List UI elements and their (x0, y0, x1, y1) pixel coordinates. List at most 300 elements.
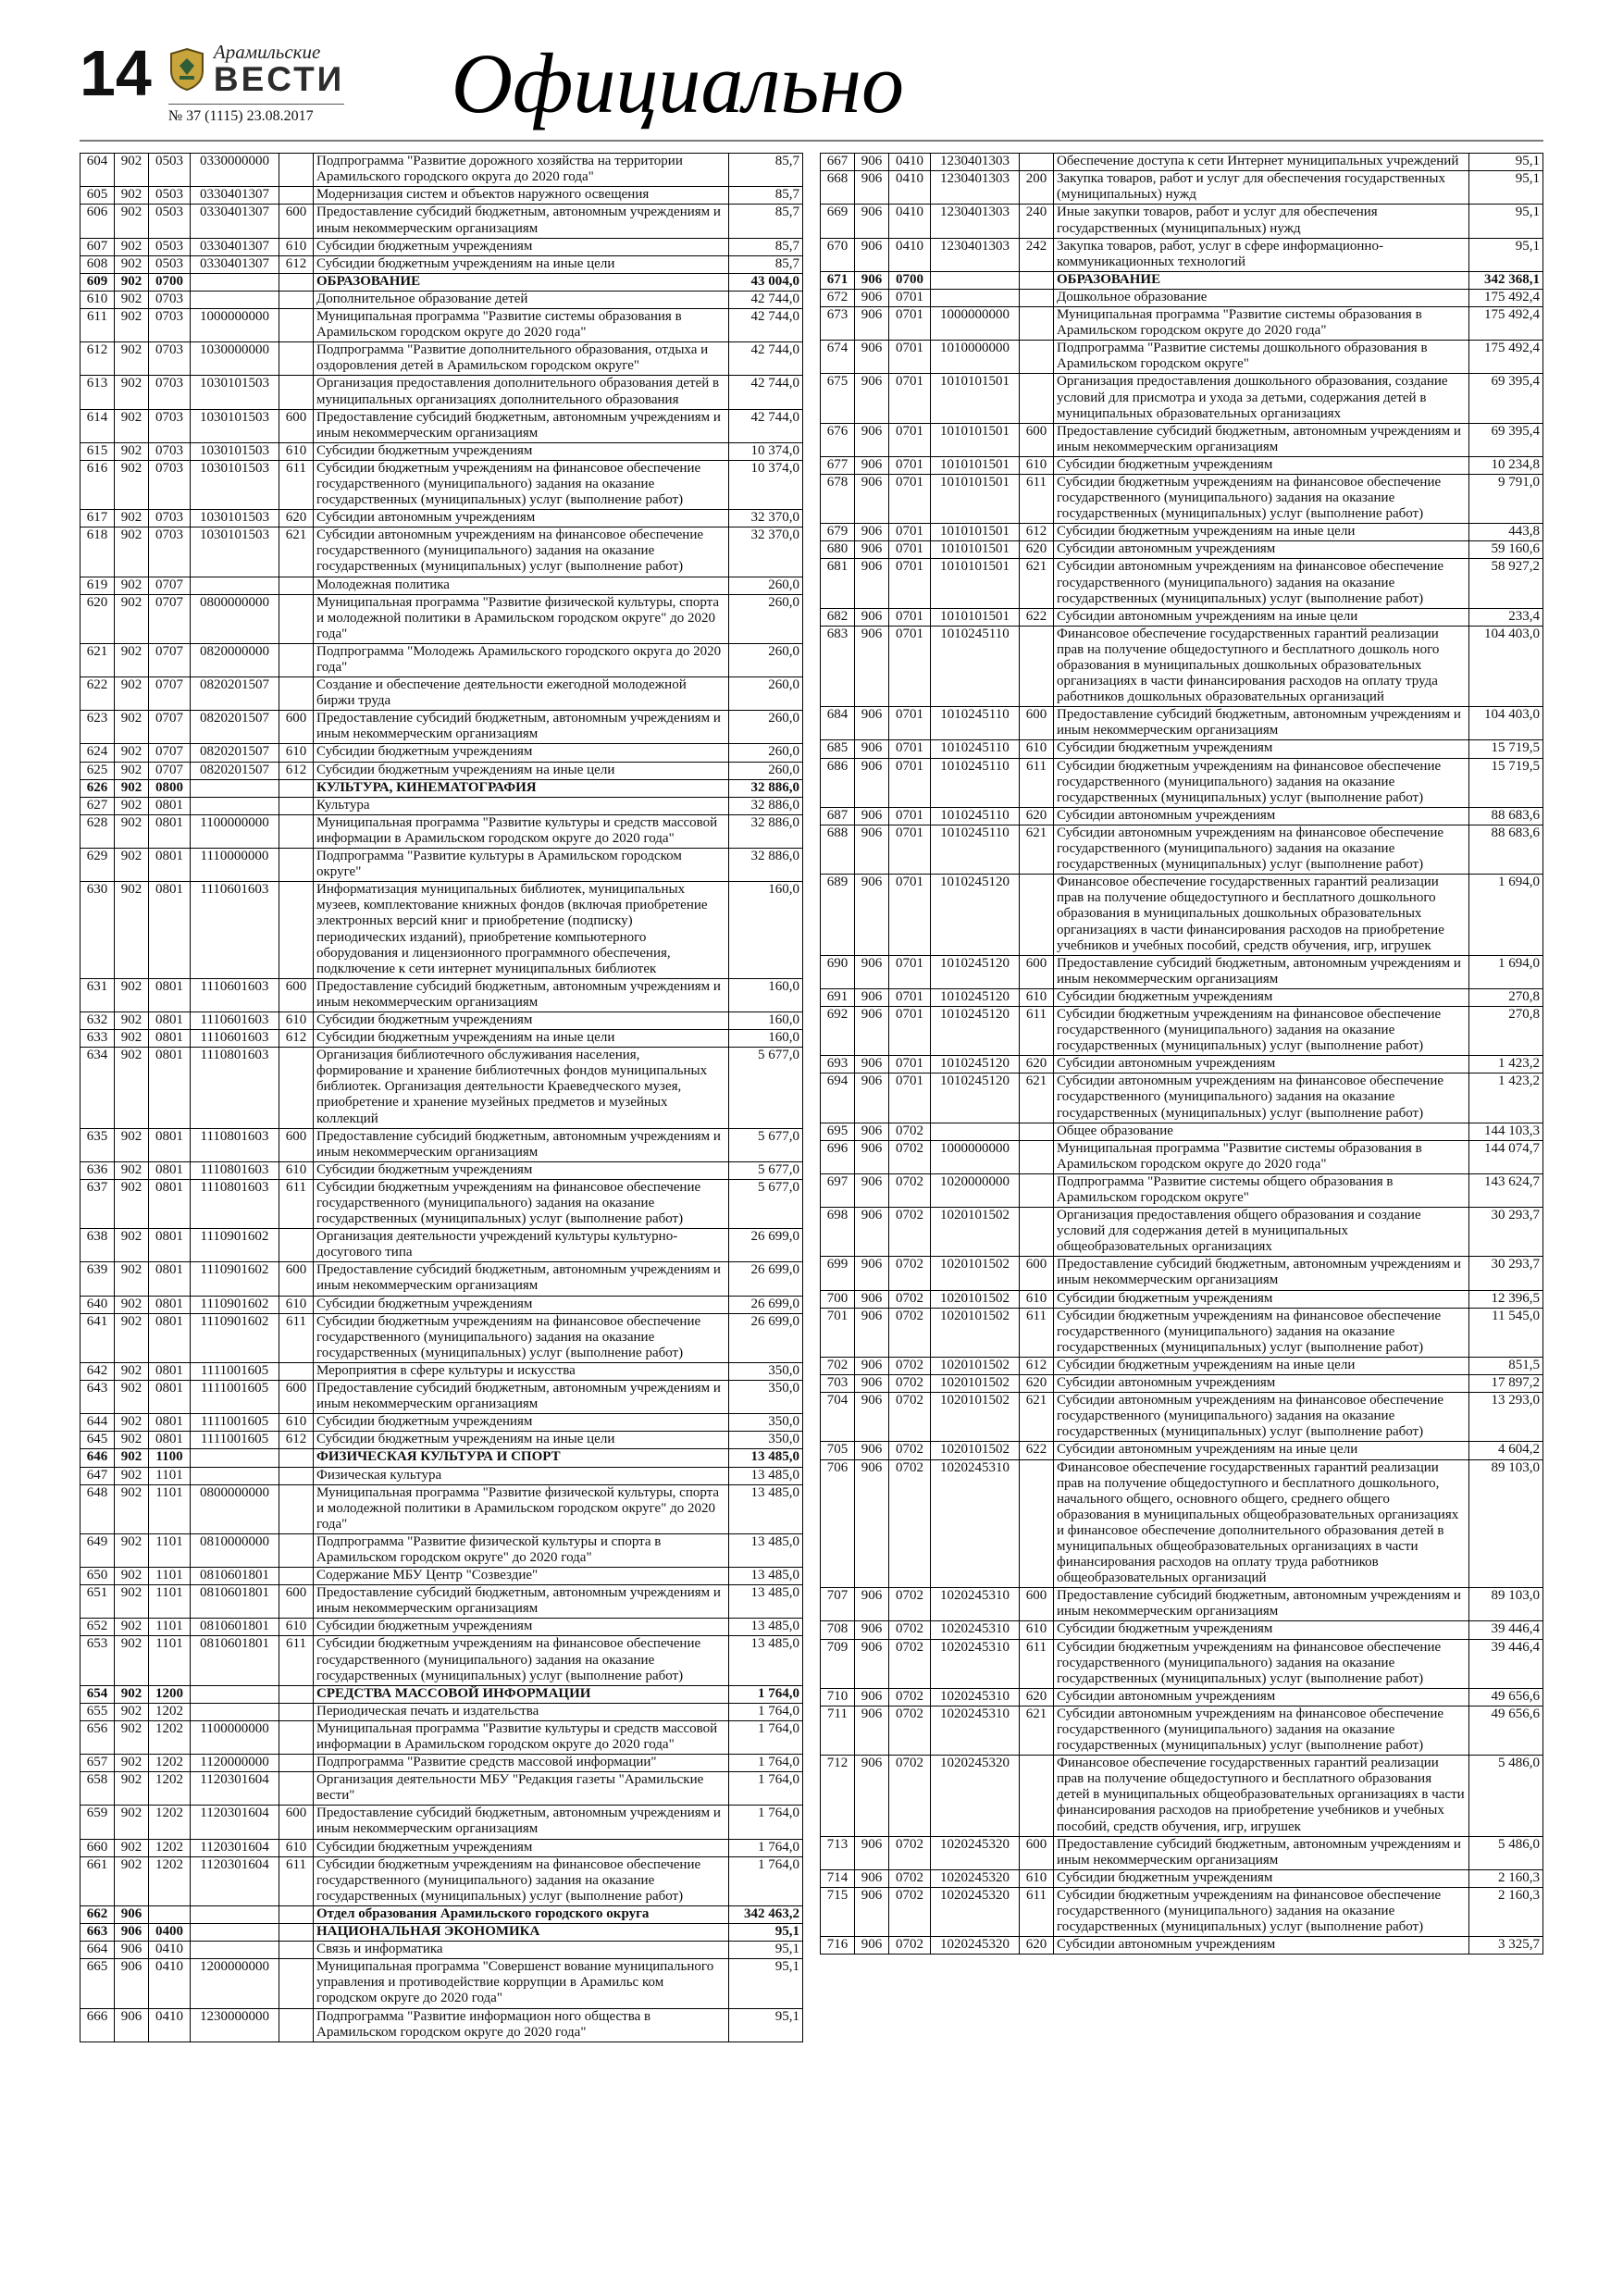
section-code: 0703 (149, 510, 191, 527)
amount: 49 656,6 (1469, 1688, 1543, 1706)
amount: 32 886,0 (729, 797, 803, 814)
grbs-code: 902 (115, 238, 149, 255)
section-code: 0801 (149, 1313, 191, 1362)
budget-row (81, 1449, 803, 1467)
expense-type-code: 610 (279, 442, 314, 460)
row-number: 608 (81, 255, 115, 273)
amount: 95,1 (729, 1924, 803, 1942)
row-number: 622 (81, 677, 115, 711)
section-code: 0707 (149, 594, 191, 643)
expense-name: Физическая культура (314, 1467, 729, 1484)
grbs-code: 902 (115, 1381, 149, 1414)
section-code: 0801 (149, 1048, 191, 1128)
amount: 350,0 (729, 1414, 803, 1432)
section-code: 0701 (889, 707, 931, 740)
section-code: 0702 (889, 1706, 931, 1755)
target-article-code: 1030101503 (191, 527, 279, 577)
header-divider (80, 140, 1543, 142)
amount: 104 403,0 (1469, 707, 1543, 740)
section-code: 0703 (149, 527, 191, 577)
target-article-code: 1010245120 (931, 1006, 1020, 1055)
expense-name: Предоставление субсидий бюджетным, автономным учреждениям и иным некоммерческим организациям (314, 1806, 729, 1839)
expense-name: Связь и информатика (314, 1942, 729, 1959)
grbs-code: 902 (115, 1806, 149, 1839)
expense-name: Субсидии бюджетным учреждениям на финансовое обеспечение государственного (муниципального) задания на оказание государственных (муниципальных) услуг (выполнение работ) (314, 1179, 729, 1228)
target-article-code: 1020245320 (931, 1887, 1020, 1936)
grbs-code: 902 (115, 527, 149, 577)
expense-name: Культура (314, 797, 729, 814)
expense-type-code: 610 (1020, 988, 1054, 1006)
grbs-code: 906 (115, 2008, 149, 2042)
newspaper-masthead (168, 43, 344, 125)
expense-name: Субсидии автономным учреждениям (1054, 541, 1469, 559)
amount: 1 423,2 (1469, 1074, 1543, 1123)
section-code: 0701 (889, 626, 931, 706)
row-number: 681 (821, 559, 855, 608)
row-number: 683 (821, 626, 855, 706)
target-article-code: 1110601603 (191, 978, 279, 1011)
grbs-code: 902 (115, 154, 149, 187)
target-article-code: 1020245320 (931, 1937, 1020, 1955)
target-article-code: 1010101501 (931, 474, 1020, 523)
expense-type-code: 610 (1020, 740, 1054, 758)
target-article-code: 1110901602 (191, 1296, 279, 1313)
target-article-code: 0820000000 (191, 643, 279, 676)
section-code: 0702 (889, 1208, 931, 1257)
amount: 49 656,6 (1469, 1706, 1543, 1755)
grbs-code: 902 (115, 1585, 149, 1619)
budget-row (821, 456, 1543, 474)
row-number: 674 (821, 341, 855, 374)
budget-row (821, 171, 1543, 205)
row-number: 673 (821, 307, 855, 341)
amount: 5 677,0 (729, 1179, 803, 1228)
expense-type-code: 610 (279, 1161, 314, 1179)
row-number: 661 (81, 1856, 115, 1905)
grbs-code: 906 (855, 559, 889, 608)
expense-type-code: 611 (1020, 474, 1054, 523)
expense-type-code: 610 (1020, 1869, 1054, 1887)
budget-row (81, 814, 803, 848)
target-article-code: 1020101502 (931, 1357, 1020, 1374)
target-article-code: 1010101501 (931, 541, 1020, 559)
row-number: 617 (81, 510, 115, 527)
grbs-code: 906 (855, 1836, 889, 1869)
amount: 9 791,0 (1469, 474, 1543, 523)
expense-type-code (279, 273, 314, 291)
row-number: 626 (81, 779, 115, 797)
amount: 42 744,0 (729, 376, 803, 409)
grbs-code: 902 (115, 797, 149, 814)
section-code: 0503 (149, 255, 191, 273)
expense-name: Субсидии автономным учреждениям (1054, 1688, 1469, 1706)
expense-type-code (279, 1942, 314, 1959)
grbs-code: 902 (115, 779, 149, 797)
target-article-code: 1120301604 (191, 1839, 279, 1856)
section-code: 0801 (149, 814, 191, 848)
grbs-code: 906 (855, 1375, 889, 1393)
row-number: 686 (821, 758, 855, 807)
expense-name: Предоставление субсидий бюджетным, автономным учреждениям и иным некоммерческим организациям (314, 409, 729, 442)
expense-type-code: 600 (1020, 707, 1054, 740)
expense-name: Субсидии бюджетным учреждениям на финансовое обеспечение государственного (муниципального) задания на оказание государственных (муниципальных) услуг (выполнение работ) (1054, 1308, 1469, 1357)
section-code: 0702 (889, 1887, 931, 1936)
expense-name: Муниципальная программа "Развитие культуры и средств массовой информации в Арамильском городском округе до 2020 года" (314, 1720, 729, 1754)
section-code: 1100 (149, 1449, 191, 1467)
row-number: 663 (81, 1924, 115, 1942)
row-number: 665 (81, 1959, 115, 2008)
grbs-code: 906 (855, 289, 889, 306)
budget-row (821, 1173, 1543, 1207)
section-code: 0503 (149, 187, 191, 205)
section-code: 0703 (149, 309, 191, 342)
target-article-code (191, 1942, 279, 1959)
grbs-code: 906 (855, 1208, 889, 1257)
target-article-code (191, 1467, 279, 1484)
amount: 3 325,7 (1469, 1937, 1543, 1955)
target-article-code: 1020245310 (931, 1706, 1020, 1755)
expense-name: Субсидии бюджетным учреждениям (314, 1161, 729, 1179)
expense-name: Организация предоставления дошкольного образования, создание условий для присмотра и ухода за детьми, содержания детей в муниципальных образовательных организациях (1054, 374, 1469, 423)
target-article-code: 1020101502 (931, 1442, 1020, 1459)
row-number: 625 (81, 762, 115, 779)
amount: 10 374,0 (729, 460, 803, 509)
section-code: 1202 (149, 1856, 191, 1905)
section-code: 0707 (149, 762, 191, 779)
target-article-code: 0810601801 (191, 1568, 279, 1585)
grbs-code: 902 (115, 442, 149, 460)
amount: 1 764,0 (729, 1703, 803, 1720)
expense-name: Субсидии бюджетным учреждениям (314, 238, 729, 255)
expense-type-code (1020, 875, 1054, 955)
budget-row (81, 1755, 803, 1772)
expense-type-code: 620 (1020, 1688, 1054, 1706)
row-number: 642 (81, 1362, 115, 1380)
expense-type-code (279, 814, 314, 848)
expense-name: НАЦИОНАЛЬНАЯ ЭКОНОМИКА (314, 1924, 729, 1942)
row-number: 677 (821, 456, 855, 474)
section-code: 0503 (149, 205, 191, 238)
target-article-code: 1010101501 (931, 456, 1020, 474)
budget-row (81, 1585, 803, 1619)
amount: 95,1 (1469, 154, 1543, 171)
expense-name: Субсидии автономным учреждениям на финансовое обеспечение государственного (муниципального) задания на оказание государственных (муниципальных) услуг (выполнение работ) (1054, 1706, 1469, 1755)
target-article-code: 1110801603 (191, 1179, 279, 1228)
section-code: 0702 (889, 1621, 931, 1639)
expense-type-code: 600 (1020, 1588, 1054, 1621)
section-code: 1101 (149, 1585, 191, 1619)
section-code: 0701 (889, 807, 931, 825)
section-code: 1202 (149, 1755, 191, 1772)
budget-row (821, 205, 1543, 238)
expense-name: Субсидии бюджетным учреждениям (314, 1011, 729, 1029)
amount: 42 744,0 (729, 409, 803, 442)
grbs-code: 902 (115, 409, 149, 442)
budget-row (821, 1074, 1543, 1123)
budget-row (81, 1161, 803, 1179)
row-number: 703 (821, 1375, 855, 1393)
target-article-code: 1111001605 (191, 1381, 279, 1414)
target-article-code: 1110801603 (191, 1128, 279, 1161)
section-code: 0701 (889, 740, 931, 758)
target-article-code (191, 273, 279, 291)
grbs-code: 906 (855, 955, 889, 988)
amount: 144 074,7 (1469, 1140, 1543, 1173)
expense-type-code: 612 (279, 1432, 314, 1449)
amount: 260,0 (729, 711, 803, 744)
section-code: 0410 (889, 154, 931, 171)
budget-row (81, 744, 803, 762)
expense-type-code (279, 1959, 314, 2008)
budget-table-columns (80, 153, 1543, 2042)
budget-table-right (820, 153, 1543, 1955)
grbs-code: 906 (855, 205, 889, 238)
target-article-code: 1230401303 (931, 238, 1020, 271)
grbs-code: 902 (115, 460, 149, 509)
target-article-code: 1010245110 (931, 825, 1020, 874)
grbs-code: 906 (855, 1357, 889, 1374)
target-article-code: 1100000000 (191, 1720, 279, 1754)
expense-type-code: 620 (1020, 1375, 1054, 1393)
grbs-code: 906 (855, 1869, 889, 1887)
amount: 350,0 (729, 1432, 803, 1449)
row-number: 618 (81, 527, 115, 577)
target-article-code: 0820201507 (191, 711, 279, 744)
budget-row (821, 541, 1543, 559)
budget-row (81, 1381, 803, 1414)
budget-row (821, 1308, 1543, 1357)
expense-type-code: 600 (279, 1806, 314, 1839)
expense-name: Предоставление субсидий бюджетным, автономным учреждениям и иным некоммерческим организациям (314, 1585, 729, 1619)
expense-type-code (279, 342, 314, 376)
amount: 160,0 (729, 978, 803, 1011)
amount: 85,7 (729, 205, 803, 238)
expense-type-code: 610 (279, 238, 314, 255)
budget-row (81, 309, 803, 342)
expense-type-code: 621 (1020, 1074, 1054, 1123)
expense-type-code: 611 (279, 460, 314, 509)
budget-row (821, 1836, 1543, 1869)
target-article-code: 1110901602 (191, 1262, 279, 1296)
grbs-code: 902 (115, 1533, 149, 1567)
row-number: 694 (821, 1074, 855, 1123)
row-number: 705 (821, 1442, 855, 1459)
budget-row (821, 1887, 1543, 1936)
grbs-code: 902 (115, 1414, 149, 1432)
expense-name: Субсидии бюджетным учреждениям (314, 442, 729, 460)
amount: 5 677,0 (729, 1161, 803, 1179)
expense-type-code: 620 (1020, 807, 1054, 825)
grbs-code: 906 (855, 1459, 889, 1588)
budget-row (81, 1959, 803, 2008)
expense-type-code (279, 594, 314, 643)
expense-type-code: 600 (279, 1128, 314, 1161)
budget-row (821, 1006, 1543, 1055)
target-article-code: 1111001605 (191, 1362, 279, 1380)
target-article-code: 1010245110 (931, 740, 1020, 758)
row-number: 664 (81, 1942, 115, 1959)
grbs-code: 902 (115, 762, 149, 779)
section-code: 0702 (889, 1173, 931, 1207)
target-article-code: 1110801603 (191, 1048, 279, 1128)
target-article-code: 1230000000 (191, 2008, 279, 2042)
budget-row (81, 1484, 803, 1533)
page-number: 14 (80, 37, 152, 109)
grbs-code: 906 (855, 875, 889, 955)
target-article-code: 1110901602 (191, 1313, 279, 1362)
section-code: 1101 (149, 1619, 191, 1636)
row-number: 651 (81, 1585, 115, 1619)
amount: 15 719,5 (1469, 758, 1543, 807)
grbs-code: 906 (855, 1393, 889, 1442)
expense-type-code: 621 (1020, 1393, 1054, 1442)
row-number: 716 (821, 1937, 855, 1955)
target-article-code: 1010245110 (931, 807, 1020, 825)
amount: 85,7 (729, 187, 803, 205)
grbs-code: 902 (115, 577, 149, 594)
budget-row (81, 255, 803, 273)
expense-name: Предоставление субсидий бюджетным, автономным учреждениям и иным некоммерческим организациям (1054, 955, 1469, 988)
section-code: 0703 (149, 342, 191, 376)
budget-row (81, 1703, 803, 1720)
section-code: 1202 (149, 1839, 191, 1856)
expense-type-code (279, 1449, 314, 1467)
row-number: 702 (821, 1357, 855, 1374)
target-article-code: 1010245110 (931, 626, 1020, 706)
coat-of-arms-icon (168, 47, 205, 92)
row-number: 621 (81, 643, 115, 676)
grbs-code: 906 (855, 740, 889, 758)
expense-type-code: 610 (279, 1619, 314, 1636)
expense-type-code: 242 (1020, 238, 1054, 271)
expense-name: Создание и обеспечение деятельности ежегодной молодежной биржи труда (314, 677, 729, 711)
target-article-code: 0820201507 (191, 762, 279, 779)
section-code: 0702 (889, 1442, 931, 1459)
expense-name: Субсидии бюджетным учреждениям на финансовое обеспечение государственного (муниципального) задания на оказание государственных (муниципальных) услуг (выполнение работ) (1054, 1887, 1469, 1936)
amount: 1 764,0 (729, 1856, 803, 1905)
row-number: 643 (81, 1381, 115, 1414)
grbs-code: 906 (855, 171, 889, 205)
section-code: 0700 (889, 271, 931, 289)
expense-type-code (279, 779, 314, 797)
target-article-code (191, 1924, 279, 1942)
grbs-code: 902 (115, 255, 149, 273)
budget-row (81, 1030, 803, 1048)
amount: 89 103,0 (1469, 1459, 1543, 1588)
expense-name: Информатизация муниципальных библиотек, муниципальных музеев, комплектование книжных фондов (включая приобретение электронных версий книг и приобретение (подписку) периодических изданий), приобретение компьютерного оборудования и лицензионного программного обеспечения, подключение к сети интернет муниципальных библиотек (314, 882, 729, 979)
budget-row (81, 1262, 803, 1296)
budget-row (821, 423, 1543, 456)
section-code: 1200 (149, 1685, 191, 1703)
target-article-code: 1230401303 (931, 171, 1020, 205)
row-number: 668 (821, 171, 855, 205)
expense-type-code (1020, 1208, 1054, 1257)
grbs-code: 902 (115, 1772, 149, 1806)
row-number: 671 (821, 271, 855, 289)
expense-name: Субсидии бюджетным учреждениям на финансовое обеспечение государственного (муниципального) задания на оказание государственных (муниципальных) услуг (выполнение работ) (1054, 758, 1469, 807)
row-number: 660 (81, 1839, 115, 1856)
budget-row (821, 1937, 1543, 1955)
expense-name: Организация предоставления общего образования и создание условий для содержания детей в муниципальных общеобразовательных организациях (1054, 1208, 1469, 1257)
target-article-code: 0810000000 (191, 1533, 279, 1567)
expense-type-code (279, 376, 314, 409)
expense-type-code (279, 309, 314, 342)
row-number: 634 (81, 1048, 115, 1128)
section-code: 0702 (889, 1290, 931, 1308)
budget-row (821, 559, 1543, 608)
row-number: 656 (81, 1720, 115, 1754)
expense-type-code: 621 (1020, 559, 1054, 608)
amount: 175 492,4 (1469, 289, 1543, 306)
budget-row (821, 1140, 1543, 1173)
section-code: 0701 (889, 341, 931, 374)
expense-type-code (279, 577, 314, 594)
section-code: 0702 (889, 1375, 931, 1393)
row-number: 695 (821, 1123, 855, 1140)
expense-name: Субсидии бюджетным учреждениям (1054, 1290, 1469, 1308)
section-code: 0701 (889, 456, 931, 474)
expense-name: Субсидии бюджетным учреждениям (314, 1619, 729, 1636)
row-number: 669 (821, 205, 855, 238)
row-number: 611 (81, 309, 115, 342)
row-number: 676 (821, 423, 855, 456)
amount: 95,1 (729, 2008, 803, 2042)
section-code: 0701 (889, 423, 931, 456)
expense-type-code: 610 (1020, 456, 1054, 474)
budget-row (81, 779, 803, 797)
expense-type-code (1020, 271, 1054, 289)
section-code: 0701 (889, 559, 931, 608)
expense-name: Субсидии бюджетным учреждениям (1054, 1869, 1469, 1887)
amount: 39 446,4 (1469, 1621, 1543, 1639)
expense-name: Субсидии бюджетным учреждениям на финансовое обеспечение государственного (муниципального) задания на оказание государственных (муниципальных) услуг (выполнение работ) (314, 460, 729, 509)
expense-name: Подпрограмма "Развитие системы общего образования в Арамильском городском округе" (1054, 1173, 1469, 1207)
amount: 1 694,0 (1469, 875, 1543, 955)
target-article-code: 1111001605 (191, 1432, 279, 1449)
row-number: 613 (81, 376, 115, 409)
section-code: 0801 (149, 1128, 191, 1161)
section-code: 1202 (149, 1720, 191, 1754)
target-article-code: 1110901602 (191, 1229, 279, 1262)
expense-type-code (279, 1924, 314, 1942)
amount: 69 395,4 (1469, 374, 1543, 423)
target-article-code: 1010101501 (931, 608, 1020, 626)
budget-row (81, 643, 803, 676)
row-number: 675 (821, 374, 855, 423)
target-article-code (191, 577, 279, 594)
target-article-code: 1120301604 (191, 1772, 279, 1806)
target-article-code: 0800000000 (191, 1484, 279, 1533)
expense-name: Содержание МБУ Центр "Созвездие" (314, 1568, 729, 1585)
section-code: 0702 (889, 1123, 931, 1140)
expense-type-code: 600 (1020, 423, 1054, 456)
budget-row (81, 1685, 803, 1703)
expense-type-code (1020, 341, 1054, 374)
target-article-code: 1030101503 (191, 460, 279, 509)
budget-row (821, 1357, 1543, 1374)
row-number: 698 (821, 1208, 855, 1257)
grbs-code: 906 (855, 154, 889, 171)
expense-name: Субсидии бюджетным учреждениям на финансовое обеспечение государственного (муниципального) задания на оказание государственных (муниципальных) услуг (выполнение работ) (314, 1856, 729, 1905)
expense-type-code: 611 (1020, 1006, 1054, 1055)
expense-type-code: 612 (1020, 524, 1054, 541)
amount: 32 886,0 (729, 849, 803, 882)
expense-name: Закупка товаров, работ и услуг для обеспечения государственных (муниципальных) нужд (1054, 171, 1469, 205)
section-code: 0701 (889, 474, 931, 523)
amount: 26 699,0 (729, 1296, 803, 1313)
grbs-code: 902 (115, 978, 149, 1011)
row-number: 646 (81, 1449, 115, 1467)
